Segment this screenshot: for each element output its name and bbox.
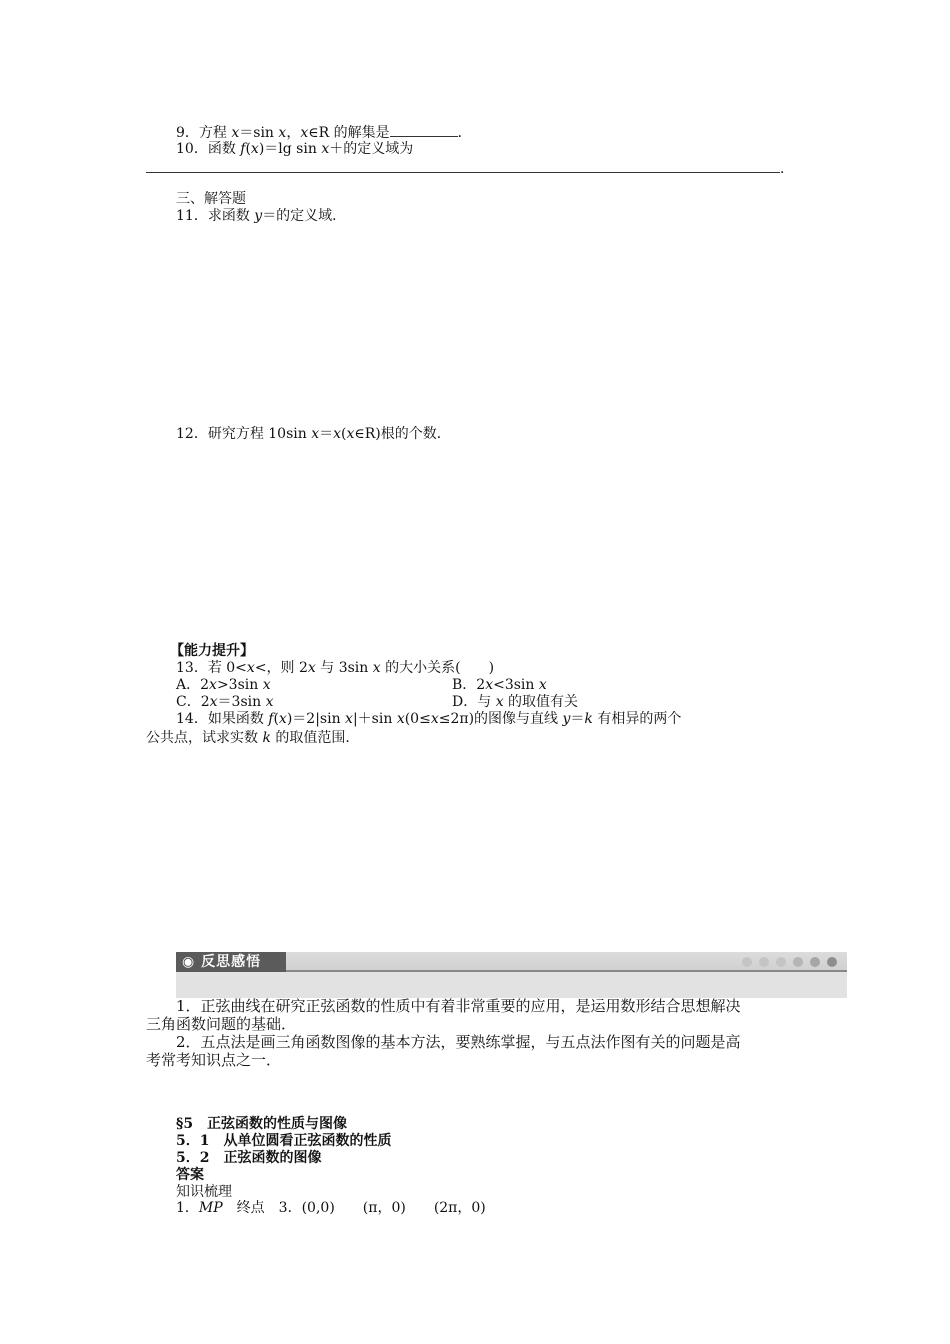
dot-icon xyxy=(793,957,803,967)
ability-heading: 【能力提升】 xyxy=(170,643,254,659)
banner-dots xyxy=(742,957,837,967)
dot-icon xyxy=(742,957,752,967)
answer-blank xyxy=(146,160,780,173)
question-12: 12．研究方程 10sin x＝x(x∈R)根的个数． xyxy=(176,426,451,442)
option-a: A．2x>3sin x xyxy=(176,677,271,693)
answer-line-1: 1．MP 终点 3．(0,0) (π，0) (2π，0) xyxy=(176,1200,486,1216)
reflection-p2-line2: 考常考知识点之一． xyxy=(146,1051,282,1069)
section-heading: 三、解答题 xyxy=(176,191,246,207)
question-9: 9．方程 x＝sin x，x∈R 的解集是 ． xyxy=(176,125,472,141)
reflection-banner xyxy=(176,952,847,998)
reflection-p1-line1: 1．正弦曲线在研究正弦函数的性质中有着非常重要的应用，是运用数形结合思想解决 xyxy=(176,997,741,1015)
reflection-tag: ◉ 反思感悟 xyxy=(176,952,286,972)
answers-heading-1: §5 正弦函数的性质与图像 xyxy=(176,1116,348,1132)
question-14-line2: 公共点，试求实数 k 的取值范围． xyxy=(146,730,360,746)
banner-divider xyxy=(286,970,847,972)
answers-heading-2: 5．1 从单位圆看正弦函数的性质 xyxy=(176,1133,392,1149)
option-d: D．与 x 的取值有关 xyxy=(452,694,579,710)
reflection-p1-line2: 三角函数问题的基础． xyxy=(146,1015,297,1033)
question-10: 10．函数 f(x)＝lg sin x＋的定义域为 xyxy=(176,141,414,157)
option-b: B．2x<3sin x xyxy=(452,677,547,693)
answers-heading-3: 5．2 正弦函数的图像 xyxy=(176,1150,322,1166)
dot-icon xyxy=(759,957,769,967)
question-11: 11．求函数 y＝的定义域． xyxy=(176,208,347,224)
answers-heading-4: 答案 xyxy=(176,1167,204,1183)
answer-blank xyxy=(390,124,458,137)
knowledge-summary: 知识梳理 xyxy=(176,1184,232,1200)
dot-icon xyxy=(776,957,786,967)
question-14: 14．如果函数 f(x)＝2|sin x|＋sin x(0≤x≤2π)的图像与直线 y＝k 有相异的两个 xyxy=(176,711,682,727)
dot-icon xyxy=(810,957,820,967)
reflection-p2-line1: 2．五点法是画三角函数图像的基本方法，要熟练掌握，与五点法作图有关的问题是高 xyxy=(176,1033,741,1051)
question-10-blank-line: ． xyxy=(146,160,794,177)
dot-icon xyxy=(827,957,837,967)
question-13: 13．若 0<x<，则 2x 与 3sin x 的大小关系( ) xyxy=(176,660,495,676)
option-c: C．2x＝3sin x xyxy=(176,694,274,710)
